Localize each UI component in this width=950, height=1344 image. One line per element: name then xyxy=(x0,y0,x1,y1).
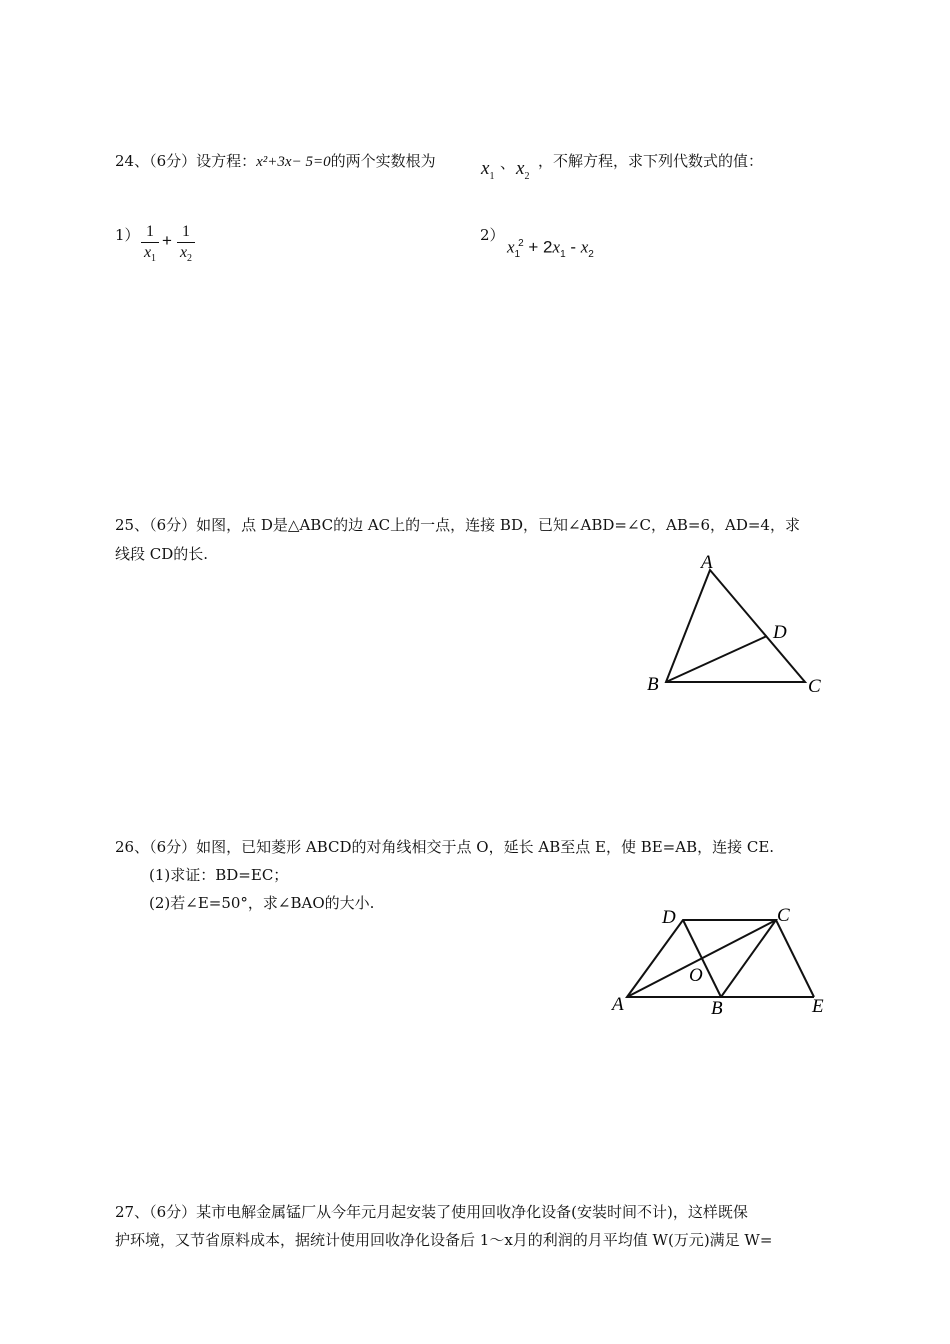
q27-line2: 护环境，又节省原料成本，据统计使用回收净化设备后 1～x月的利润的月平均值 W(万元)满足 W= xyxy=(115,1231,773,1249)
q24-equation: x²+3x− 5=0 xyxy=(256,154,331,170)
label-b: B xyxy=(711,998,723,1019)
label-d: D xyxy=(773,622,787,643)
label-b: B xyxy=(647,674,659,695)
label-o: O xyxy=(689,965,703,986)
label-c: C xyxy=(777,905,790,926)
segment-ce xyxy=(776,920,814,997)
q25-line1: 25、（6分）如图，点 D是△ABC的边 AC上的一点，连接 BD，已知∠ABD=∠C，AB=6，AD=4，求 xyxy=(115,516,800,534)
label-a: A xyxy=(612,994,624,1015)
q24-sep: 、 xyxy=(500,154,516,172)
label-c: C xyxy=(808,676,821,697)
q24-part2-expression: $x_1^2 + 2x_1 - x_2$ xyxy=(507,237,594,261)
q24-plus: + xyxy=(162,231,172,250)
q24-prefix: 24、（6分）设方程： xyxy=(115,152,257,170)
label-d: D xyxy=(662,907,676,928)
q26-rhombus-figure xyxy=(605,900,845,1030)
q24-part2-label: 2） xyxy=(480,226,505,244)
q24-part1-label: 1） xyxy=(115,226,140,244)
q24-stem xyxy=(115,150,436,173)
label-a: A xyxy=(701,552,713,573)
q27-line1: 27、（6分）某市电解金属锰厂从今年元月起安装了使用回收净化设备(安装时间不计)，这样既保 xyxy=(115,1203,748,1221)
q24-mid: 的两个实数根为 xyxy=(330,152,436,170)
q25-line2: 线段 CD的长. xyxy=(115,545,209,563)
q24-suffix: ，不解方程，求下列代数式的值： xyxy=(538,152,764,170)
q26-line1: 26、（6分）如图，已知菱形 ABCD的对角线相交于点 O，延长 AB至点 E，使 BE=AB，连接 CE. xyxy=(115,838,775,856)
q24-root1: $x_1$ xyxy=(481,158,495,182)
q26-line3: (2)若∠E=50°，求∠BAO的大小. xyxy=(149,894,375,912)
q26-line2: (1)求证：BD=EC； xyxy=(149,866,289,884)
q24-root2: $x_2$ xyxy=(516,158,530,182)
q24-fraction-2: 1 $x_2$ xyxy=(177,222,195,269)
label-e: E xyxy=(812,996,824,1017)
q25-triangle-figure xyxy=(640,550,840,700)
q24-fraction-1: 1 $x_1$ xyxy=(141,222,159,269)
